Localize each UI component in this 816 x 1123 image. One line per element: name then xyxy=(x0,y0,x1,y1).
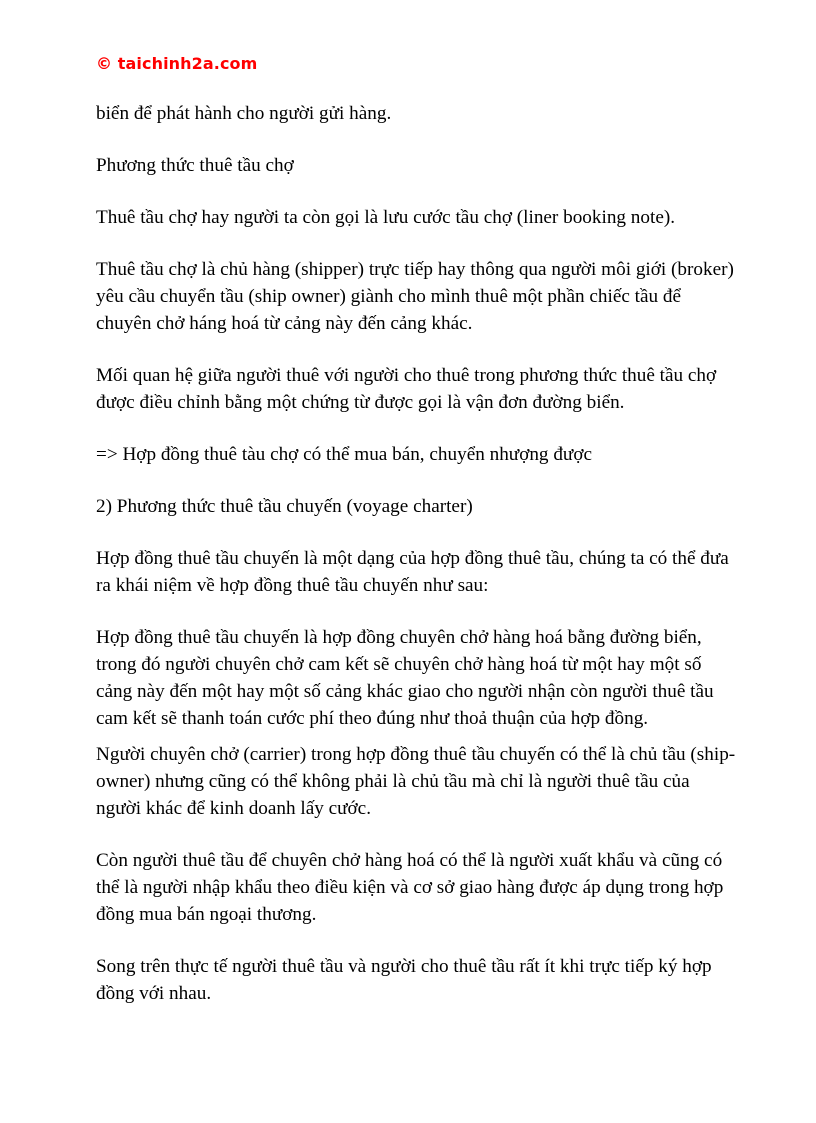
text-line: Thuê tầu chợ hay người ta còn gọi là lưu cước tầu chợ (liner booking note). xyxy=(96,207,676,228)
text-line: biển để phát hành cho người gửi hàng. xyxy=(96,103,392,124)
text-line: người khác để kinh doanh lấy cước. xyxy=(96,798,371,819)
paragraph xyxy=(96,100,726,127)
text-line: đồng với nhau. xyxy=(96,983,212,1004)
paragraph xyxy=(96,953,726,1007)
text-line: trong đó người chuyên chở cam kết sẽ chuyên chở hàng hoá từ một hay một số xyxy=(96,654,702,675)
text-line: thể là người nhập khẩu theo điều kiện và cơ sở giao hàng được áp dụng trong hợp xyxy=(96,877,724,898)
text-line: được điều chỉnh bằng một chứng từ được gọi là vận đơn đường biển. xyxy=(96,392,625,413)
paragraph xyxy=(96,152,726,179)
text-line: cảng này đến một hay một số cảng khác giao cho người nhận còn người thuê tầu xyxy=(96,681,714,702)
text-line: yêu cầu chuyển tầu (ship owner) giành cho mình thuê một phần chiếc tầu để xyxy=(96,286,682,307)
text-line: đồng mua bán ngoại thương. xyxy=(96,904,317,925)
text-line: chuyên chở háng hoá từ cảng này đến cảng khác. xyxy=(96,313,473,334)
paragraph xyxy=(96,741,736,822)
document-body xyxy=(96,100,736,1007)
paragraph xyxy=(96,362,726,416)
text-line: 2) Phương thức thuê tầu chuyến (voyage charter) xyxy=(96,496,473,517)
text-line: Người chuyên chở (carrier) trong hợp đồng thuê tầu chuyến có thể là chủ tầu (ship- xyxy=(96,744,736,765)
text-line: Phương thức thuê tầu chợ xyxy=(96,155,294,176)
text-line: Còn người thuê tầu để chuyên chở hàng hoá có thể là người xuất khẩu và cũng có xyxy=(96,850,723,871)
section-heading xyxy=(96,493,726,520)
paragraph xyxy=(96,847,726,928)
text-line: cam kết sẽ thanh toán cước phí theo đúng như thoả thuận của hợp đồng. xyxy=(96,708,649,729)
text-line: Mối quan hệ giữa người thuê với người cho thuê trong phương thức thuê tầu chợ xyxy=(96,365,717,386)
text-line: Song trên thực tế người thuê tầu và người cho thuê tầu rất ít khi trực tiếp ký hợp xyxy=(96,956,712,977)
paragraph xyxy=(96,441,726,468)
paragraph xyxy=(96,256,734,337)
paragraph xyxy=(96,545,729,599)
text-line: => Hợp đồng thuê tàu chợ có thể mua bán, chuyển nhượng được xyxy=(96,444,592,465)
text-line: ra khái niệm về hợp đồng thuê tầu chuyến như sau: xyxy=(96,575,489,596)
paragraph xyxy=(96,624,726,732)
text-line: Hợp đồng thuê tầu chuyến là hợp đồng chuyên chở hàng hoá bằng đường biển, xyxy=(96,627,702,648)
watermark-logo: © taichinh2a.com xyxy=(96,54,258,73)
text-line: Hợp đồng thuê tầu chuyến là một dạng của hợp đồng thuê tầu, chúng ta có thể đưa xyxy=(96,548,729,569)
text-line: owner) nhưng cũng có thể không phải là chủ tầu mà chỉ là người thuê tầu của xyxy=(96,771,690,792)
paragraph xyxy=(96,204,726,231)
text-line: Thuê tầu chợ là chủ hàng (shipper) trực tiếp hay thông qua người môi giới (broker) xyxy=(96,259,734,280)
